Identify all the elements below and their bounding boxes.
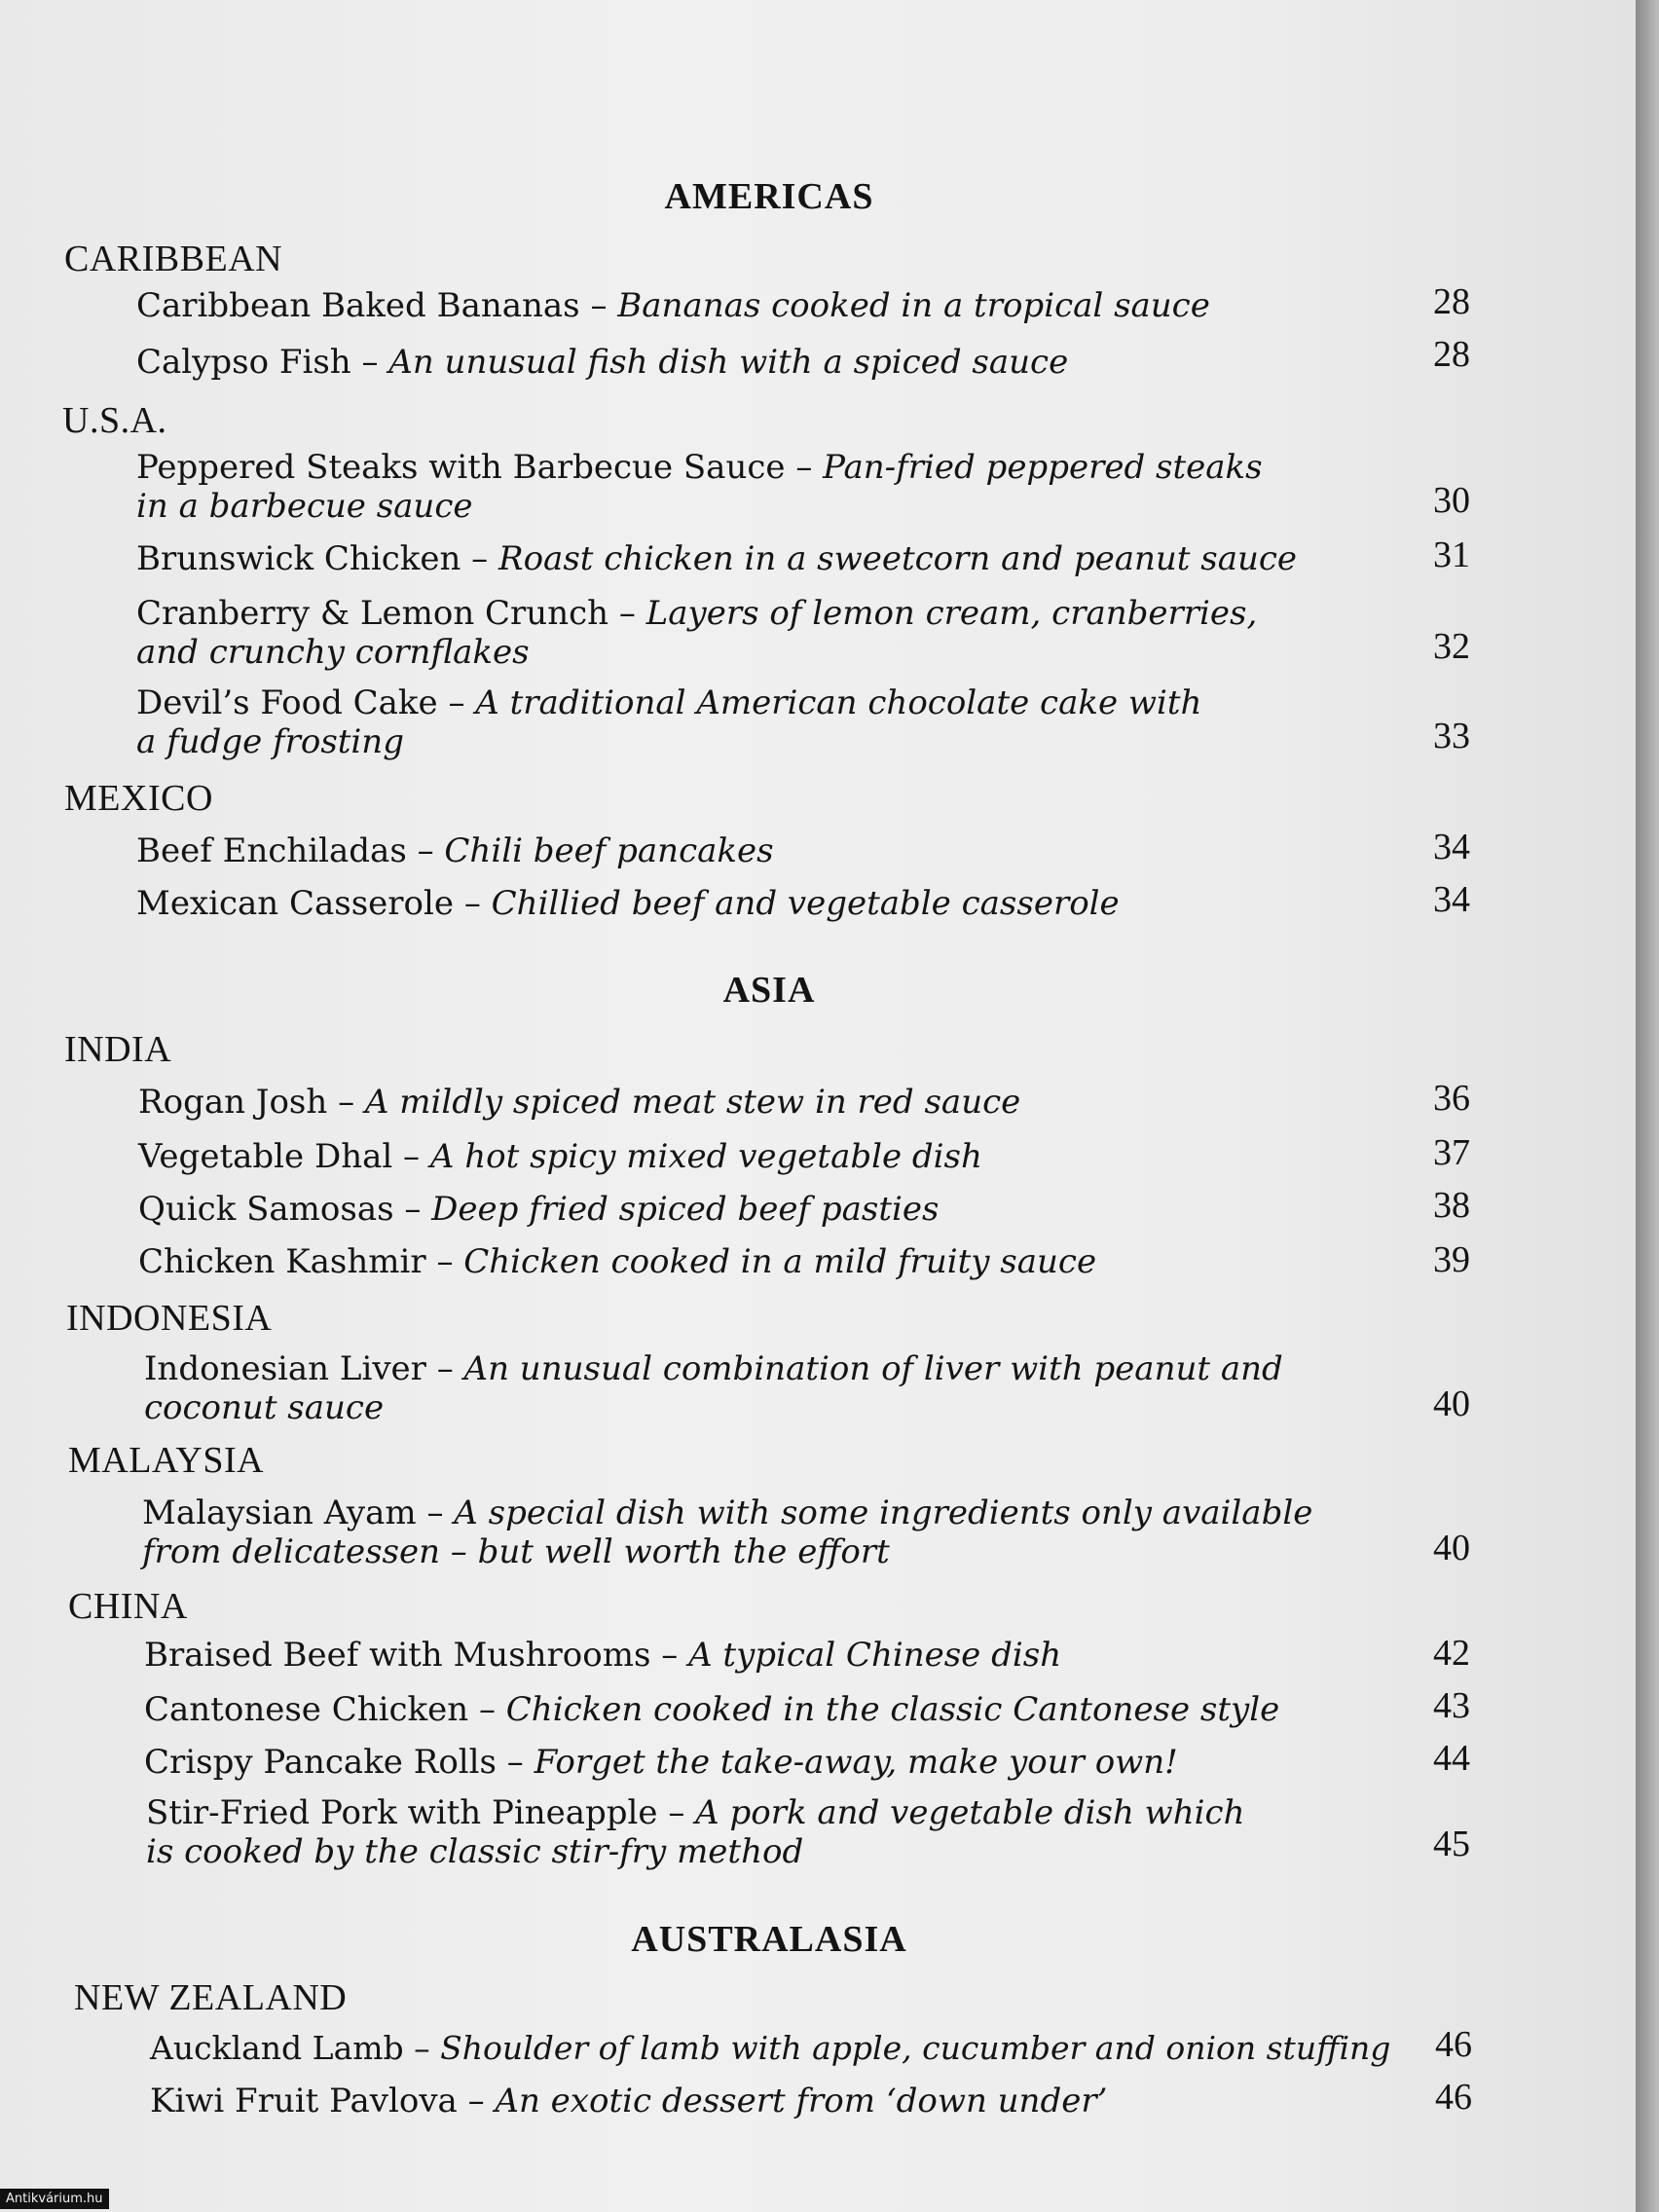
recipe-entry: Braised Beef with Mushrooms – A typical Chinese dish xyxy=(144,1636,1062,1675)
recipe-description: An unusual combination of liver with peanut and xyxy=(463,1349,1283,1388)
recipe-name: Crispy Pancake Rolls xyxy=(144,1743,497,1782)
page-number: 43 xyxy=(1433,1685,1470,1726)
recipe-description: Chili beef pancakes xyxy=(444,831,774,870)
page-number: 37 xyxy=(1433,1132,1470,1173)
recipe-description: Bananas cooked in a tropical sauce xyxy=(617,286,1210,325)
recipe-entry: Crispy Pancake Rolls – Forget the take-away, make your own! xyxy=(144,1743,1178,1782)
recipe-description: Chicken cooked in a mild fruity sauce xyxy=(463,1242,1097,1281)
recipe-description-continued: in a barbecue sauce xyxy=(136,487,473,526)
recipe-name: Vegetable Dhal xyxy=(138,1137,393,1176)
recipe-entry: Stir-Fried Pork with Pineapple – A pork and vegetable dish which is cooked by the classic stir-fry method xyxy=(146,1793,1245,1871)
recipe-name: Mexican Casserole xyxy=(136,884,455,923)
page-number: 45 xyxy=(1433,1824,1470,1864)
recipe-name: Indonesian Liver xyxy=(144,1349,426,1388)
country-heading-new-zealand: NEW ZEALAND xyxy=(74,1977,348,2018)
recipe-entry: Vegetable Dhal – A hot spicy mixed vegetable dish xyxy=(138,1137,982,1176)
recipe-entry: Kiwi Fruit Pavlova – An exotic dessert from ‘down under’ xyxy=(150,2082,1108,2120)
recipe-entry: Beef Enchiladas – Chili beef pancakes xyxy=(136,831,774,870)
recipe-name: Beef Enchiladas xyxy=(136,831,407,870)
recipe-entry: Rogan Josh – A mildly spiced meat stew in red sauce xyxy=(138,1083,1021,1122)
recipe-name: Cranberry & Lemon Crunch xyxy=(136,594,609,633)
recipe-description: Shoulder of lamb with apple, cucumber and onion stuffing xyxy=(440,2029,1391,2067)
recipe-name: Caribbean Baked Bananas xyxy=(136,286,580,325)
recipe-description: A special dish with some ingredients only available xyxy=(454,1493,1313,1532)
recipe-description: Chillied beef and vegetable casserole xyxy=(491,884,1120,923)
page-number: 36 xyxy=(1433,1078,1470,1119)
recipe-name: Chicken Kashmir xyxy=(138,1242,426,1281)
recipe-description: An exotic dessert from ‘down under’ xyxy=(495,2082,1108,2120)
recipe-description: A typical Chinese dish xyxy=(688,1636,1062,1675)
page-number: 31 xyxy=(1433,535,1470,575)
recipe-entry: Quick Samosas – Deep fried spiced beef pasties xyxy=(138,1190,940,1229)
page-number: 40 xyxy=(1433,1383,1470,1424)
recipe-entry: Mexican Casserole – Chillied beef and vegetable casserole xyxy=(136,884,1120,923)
recipe-name: Auckland Lamb xyxy=(150,2029,404,2067)
recipe-description-continued: and crunchy cornflakes xyxy=(136,633,530,672)
recipe-entry: Caribbean Baked Bananas – Bananas cooked in a tropical sauce xyxy=(136,286,1210,325)
country-heading-malaysia: MALAYSIA xyxy=(68,1440,265,1481)
recipe-description: A hot spicy mixed vegetable dish xyxy=(429,1137,982,1176)
recipe-name: Quick Samosas xyxy=(138,1190,394,1229)
recipe-description-continued: a fudge frosting xyxy=(136,722,404,761)
recipe-name: Brunswick Chicken xyxy=(136,539,461,578)
region-heading-americas: AMERICAS xyxy=(664,176,874,217)
page-number: 42 xyxy=(1433,1633,1470,1674)
country-heading-usa: U.S.A. xyxy=(62,400,167,441)
recipe-entry: Chicken Kashmir – Chicken cooked in a mild fruity sauce xyxy=(138,1242,1097,1281)
page-number: 39 xyxy=(1433,1239,1470,1280)
recipe-name: Malaysian Ayam xyxy=(142,1493,417,1532)
recipe-entry: Devil’s Food Cake – A traditional American chocolate cake with a fudge frosting xyxy=(136,683,1202,761)
page-number: 34 xyxy=(1433,879,1470,920)
recipe-entry: Calypso Fish – An unusual fish dish with a spiced sauce xyxy=(136,343,1069,382)
page-number: 33 xyxy=(1433,716,1470,756)
recipe-entry: Brunswick Chicken – Roast chicken in a sweetcorn and peanut sauce xyxy=(136,539,1298,578)
page-number: 32 xyxy=(1433,626,1470,667)
region-heading-asia: ASIA xyxy=(722,970,816,1011)
recipe-description: Layers of lemon cream, cranberries, xyxy=(645,594,1258,633)
region-heading-australasia: AUSTRALASIA xyxy=(631,1919,907,1960)
country-heading-china: CHINA xyxy=(68,1586,188,1627)
page-number: 30 xyxy=(1433,480,1470,521)
recipe-name: Cantonese Chicken xyxy=(144,1690,469,1729)
recipe-entry: Cranberry & Lemon Crunch – Layers of lemon cream, cranberries, and crunchy cornflakes xyxy=(136,594,1258,672)
watermark-label: Antikvárium.hu xyxy=(0,2189,109,2209)
recipe-name: Stir-Fried Pork with Pineapple xyxy=(146,1793,658,1832)
country-heading-india: INDIA xyxy=(64,1029,172,1070)
recipe-description: A pork and vegetable dish which xyxy=(695,1793,1245,1832)
recipe-description: Deep fried spiced beef pasties xyxy=(431,1190,940,1229)
recipe-description: Pan-fried peppered steaks xyxy=(823,448,1263,487)
recipe-name: Kiwi Fruit Pavlova xyxy=(150,2082,458,2120)
recipe-entry: Malaysian Ayam – A special dish with some ingredients only available from delicatessen – but well worth the effort xyxy=(142,1493,1313,1571)
recipe-name: Rogan Josh xyxy=(138,1083,328,1122)
recipe-entry: Indonesian Liver – An unusual combination of liver with peanut and coconut sauce xyxy=(144,1349,1283,1427)
country-heading-indonesia: INDONESIA xyxy=(66,1298,273,1339)
recipe-description: Chicken cooked in the classic Cantonese style xyxy=(505,1690,1280,1729)
page-number: 46 xyxy=(1435,2024,1472,2065)
recipe-name: Braised Beef with Mushrooms xyxy=(144,1636,651,1675)
recipe-description: An unusual fish dish with a spiced sauce xyxy=(388,343,1069,382)
recipe-description: A mildly spiced meat stew in red sauce xyxy=(364,1083,1021,1122)
recipe-description: A traditional American chocolate cake with xyxy=(475,683,1202,722)
recipe-name: Peppered Steaks with Barbecue Sauce xyxy=(136,448,786,487)
country-heading-caribbean: CARIBBEAN xyxy=(64,239,283,279)
recipe-entry: Auckland Lamb – Shoulder of lamb with apple, cucumber and onion stuffing xyxy=(150,2029,1391,2067)
recipe-description-continued: from delicatessen – but well worth the effort xyxy=(142,1532,890,1571)
page-number: 44 xyxy=(1433,1738,1470,1779)
page-number: 28 xyxy=(1433,281,1470,322)
recipe-entry: Peppered Steaks with Barbecue Sauce – Pan-fried peppered steaks in a barbecue sauce xyxy=(136,448,1263,526)
recipe-entry: Cantonese Chicken – Chicken cooked in the classic Cantonese style xyxy=(144,1690,1280,1729)
page-number: 28 xyxy=(1433,334,1470,375)
recipe-name: Devil’s Food Cake xyxy=(136,683,438,722)
recipe-description-continued: coconut sauce xyxy=(144,1388,385,1427)
page-number: 40 xyxy=(1433,1528,1470,1568)
country-heading-mexico: MEXICO xyxy=(64,778,213,819)
recipe-description-continued: is cooked by the classic stir-fry method xyxy=(146,1832,804,1871)
recipe-name: Calypso Fish xyxy=(136,343,351,382)
page-number: 38 xyxy=(1433,1185,1470,1226)
recipe-description: Roast chicken in a sweetcorn and peanut sauce xyxy=(498,539,1298,578)
recipe-description: Forget the take-away, make your own! xyxy=(534,1743,1178,1782)
page-number: 46 xyxy=(1435,2077,1472,2118)
page-number: 34 xyxy=(1433,827,1470,867)
